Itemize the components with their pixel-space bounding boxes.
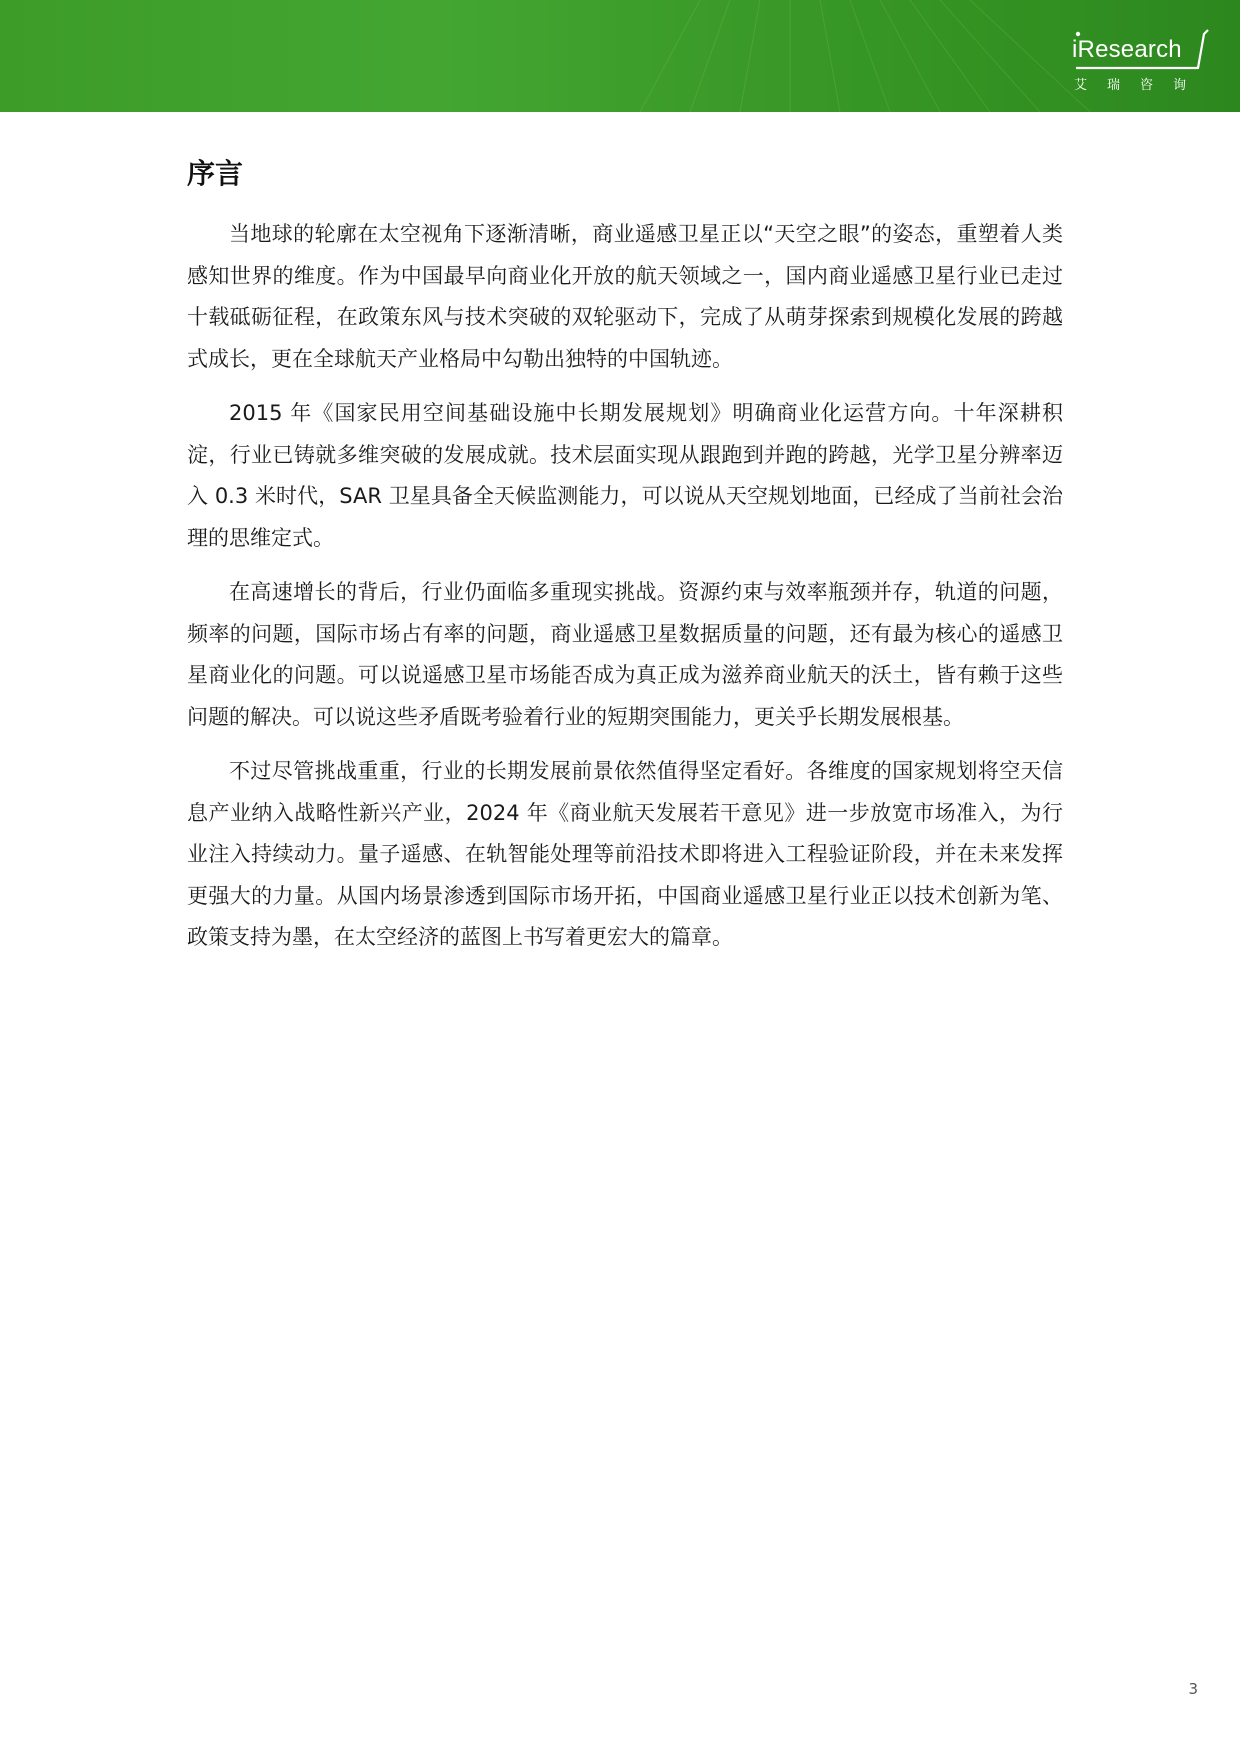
paragraph: 不过尽管挑战重重，行业的长期发展前景依然值得坚定看好。各维度的国家规划将空天信息产业纳入战略性新兴产业，2024 年《商业航天发展若干意见》进一步放宽市场准入，为行业注入持续动力。量子遥感、在轨智能处理等前沿技术即将进入工程验证阶段，并在未来发挥更强大的力量。从国内场景渗透到国际市场开拓，中国商业遥感卫星行业正以技术创新为笔、政策支持为墨，在太空经济的蓝图上书写着更宏大的篇章。 xyxy=(187,759,1063,949)
header-rays-decoration xyxy=(0,0,1240,112)
body-text xyxy=(187,214,1063,972)
logo-wordmark: iResearch xyxy=(1072,36,1182,63)
paragraph: 2015 年《国家民用空间基础设施中长期发展规划》明确商业化运营方向。十年深耕积淀，行业已铸就多维突破的发展成就。技术层面实现从跟跑到并跑的跨越，光学卫星分辨率迈入 0.3 米时代，SAR 卫星具备全天候监测能力，可以说从天空规划地面，已经成了当前社会治理的思维定式。 xyxy=(187,401,1063,550)
page-number: 3 xyxy=(1188,1680,1198,1698)
logo-subtitle: 艾瑞咨询 xyxy=(1074,78,1207,93)
iresearch-logo xyxy=(1070,26,1212,96)
paragraph: 当地球的轮廓在太空视角下逐渐清晰，商业遥感卫星正以“天空之眼”的姿态，重塑着人类感知世界的维度。作为中国最早向商业化开放的航天领域之一，国内商业遥感卫星行业已走过十载砥砺征程，在政策东风与技术突破的双轮驱动下，完成了从萌芽探索到规模化发展的跨越式成长，更在全球航天产业格局中勾勒出独特的中国轨迹。 xyxy=(187,222,1063,371)
page-title: 序言 xyxy=(187,157,244,190)
header-band xyxy=(0,0,1240,112)
paragraph: 在高速增长的背后，行业仍面临多重现实挑战。资源约束与效率瓶颈并存，轨道的问题，频率的问题，国际市场占有率的问题，商业遥感卫星数据质量的问题，还有最为核心的遥感卫星商业化的问题。可以说遥感卫星市场能否成为真正成为滋养商业航天的沃土，皆有赖于这些问题的解决。可以说这些矛盾既考验着行业的短期突围能力，更关乎长期发展根基。 xyxy=(187,580,1063,729)
